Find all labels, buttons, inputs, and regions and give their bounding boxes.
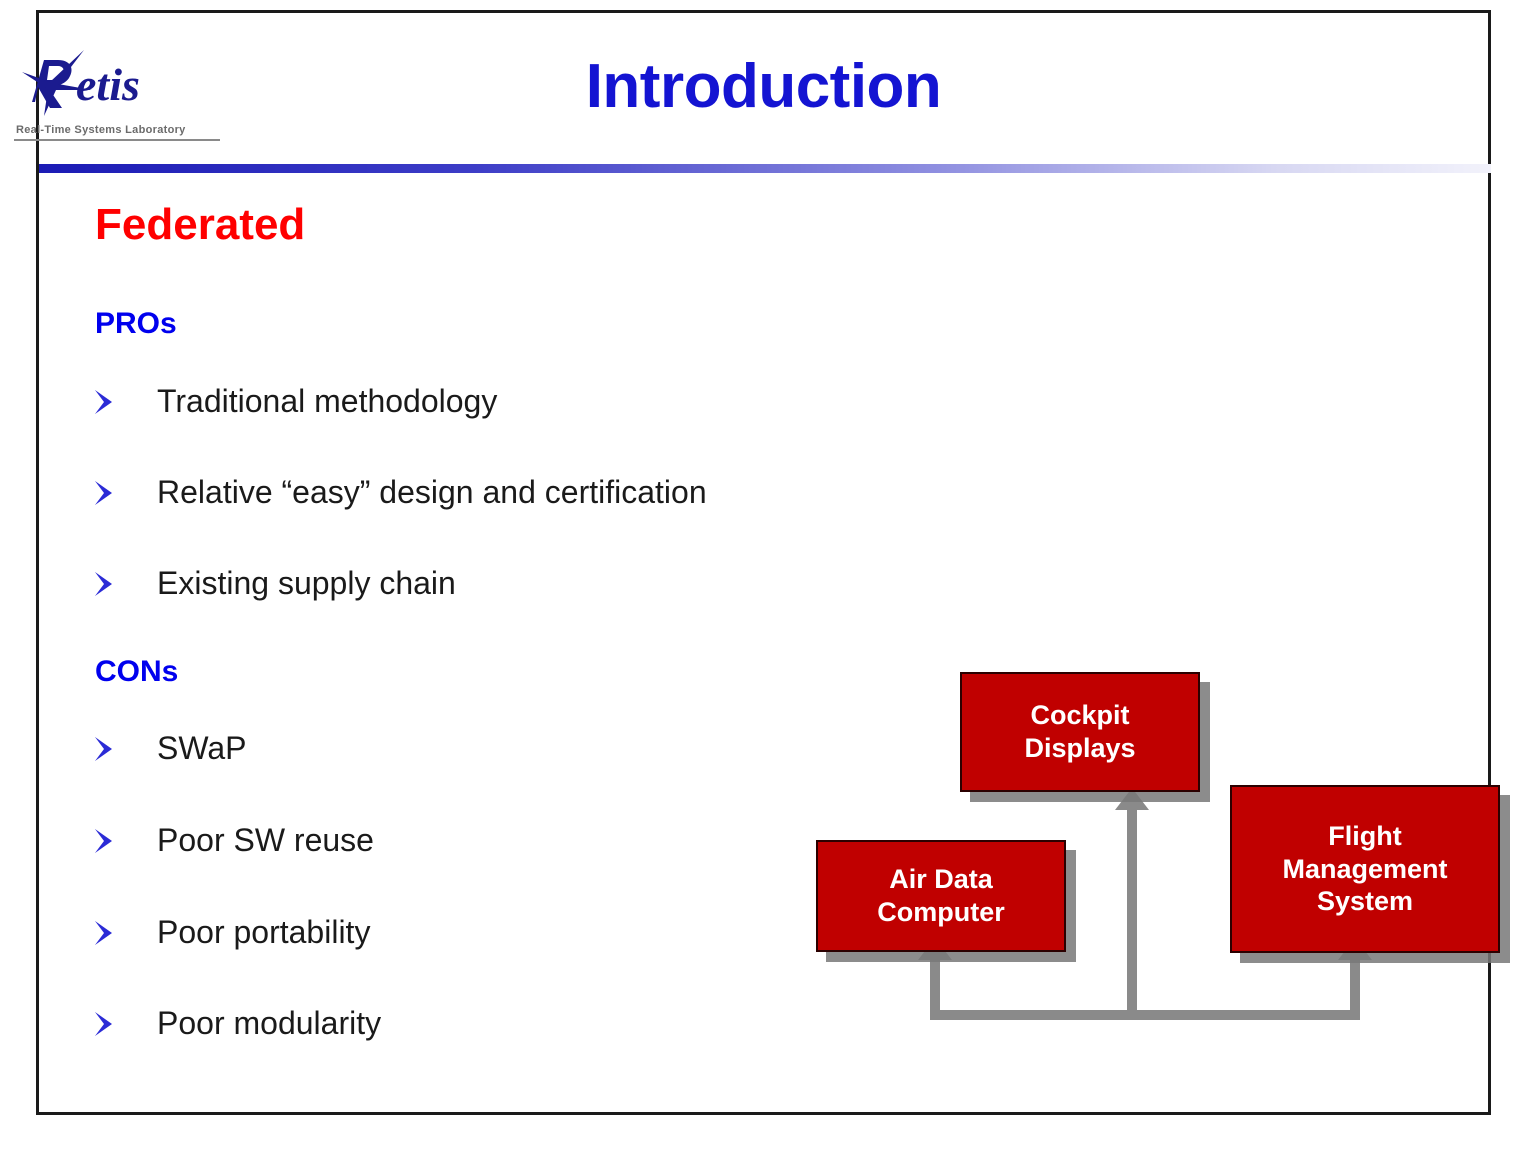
- retis-logo: [14, 42, 229, 152]
- diagram-box-flight-management-system: [1230, 785, 1500, 953]
- group-label-cons: CONs: [95, 655, 179, 688]
- box-line-2: Computer: [877, 897, 1005, 927]
- box-line-2: Management: [1282, 853, 1448, 884]
- bullet-arrow-icon: [95, 386, 157, 420]
- box-line-3: System: [1316, 886, 1414, 917]
- slide-header: [39, 13, 1488, 165]
- list-item-label: Relative “easy” design and certification: [157, 474, 707, 510]
- list-item-label: SWaP: [157, 730, 247, 766]
- section-title: Federated: [95, 200, 306, 249]
- diagram-box-cockpit-displays: [960, 672, 1200, 792]
- list-item-label: Traditional methodology: [157, 383, 498, 419]
- list-item: [95, 565, 995, 602]
- bullet-arrow-icon: [95, 1008, 157, 1042]
- diagram-box-air-data-computer: [816, 840, 1066, 952]
- bus-line-horizontal: [930, 1010, 1360, 1020]
- logo-subtitle: Real-Time Systems Laboratory: [16, 124, 186, 136]
- list-item: [95, 474, 995, 511]
- list-item-label: Poor modularity: [157, 1005, 382, 1041]
- bus-stub-fms: [1350, 960, 1360, 1016]
- federated-architecture-diagram: [780, 660, 1480, 1060]
- group-label-pros: PROs: [95, 307, 177, 340]
- list-item: [95, 383, 995, 420]
- box-line-1: Flight: [1328, 820, 1402, 851]
- slide-content: [60, 185, 1460, 1095]
- header-divider: [39, 164, 1491, 173]
- svg-text:etis: etis: [76, 59, 140, 110]
- box-line-1: Cockpit: [1030, 700, 1130, 731]
- box-line-1: Air Data: [889, 864, 993, 895]
- list-item-label: Poor SW reuse: [157, 822, 374, 858]
- bullet-arrow-icon: [95, 568, 157, 602]
- list-item-label: Existing supply chain: [157, 565, 456, 601]
- box-line-2: Displays: [1024, 733, 1136, 763]
- bullet-arrow-icon: [95, 733, 157, 767]
- list-item-label: Poor portability: [157, 914, 371, 950]
- bullet-arrow-icon: [95, 477, 157, 511]
- bullet-arrow-icon: [95, 917, 157, 951]
- bus-stub-cockpit: [1127, 805, 1137, 1017]
- page-title: Introduction: [585, 52, 942, 121]
- bullet-arrow-icon: [95, 825, 157, 859]
- logo-underline: [14, 139, 220, 141]
- bus-stub-air-data: [930, 960, 940, 1016]
